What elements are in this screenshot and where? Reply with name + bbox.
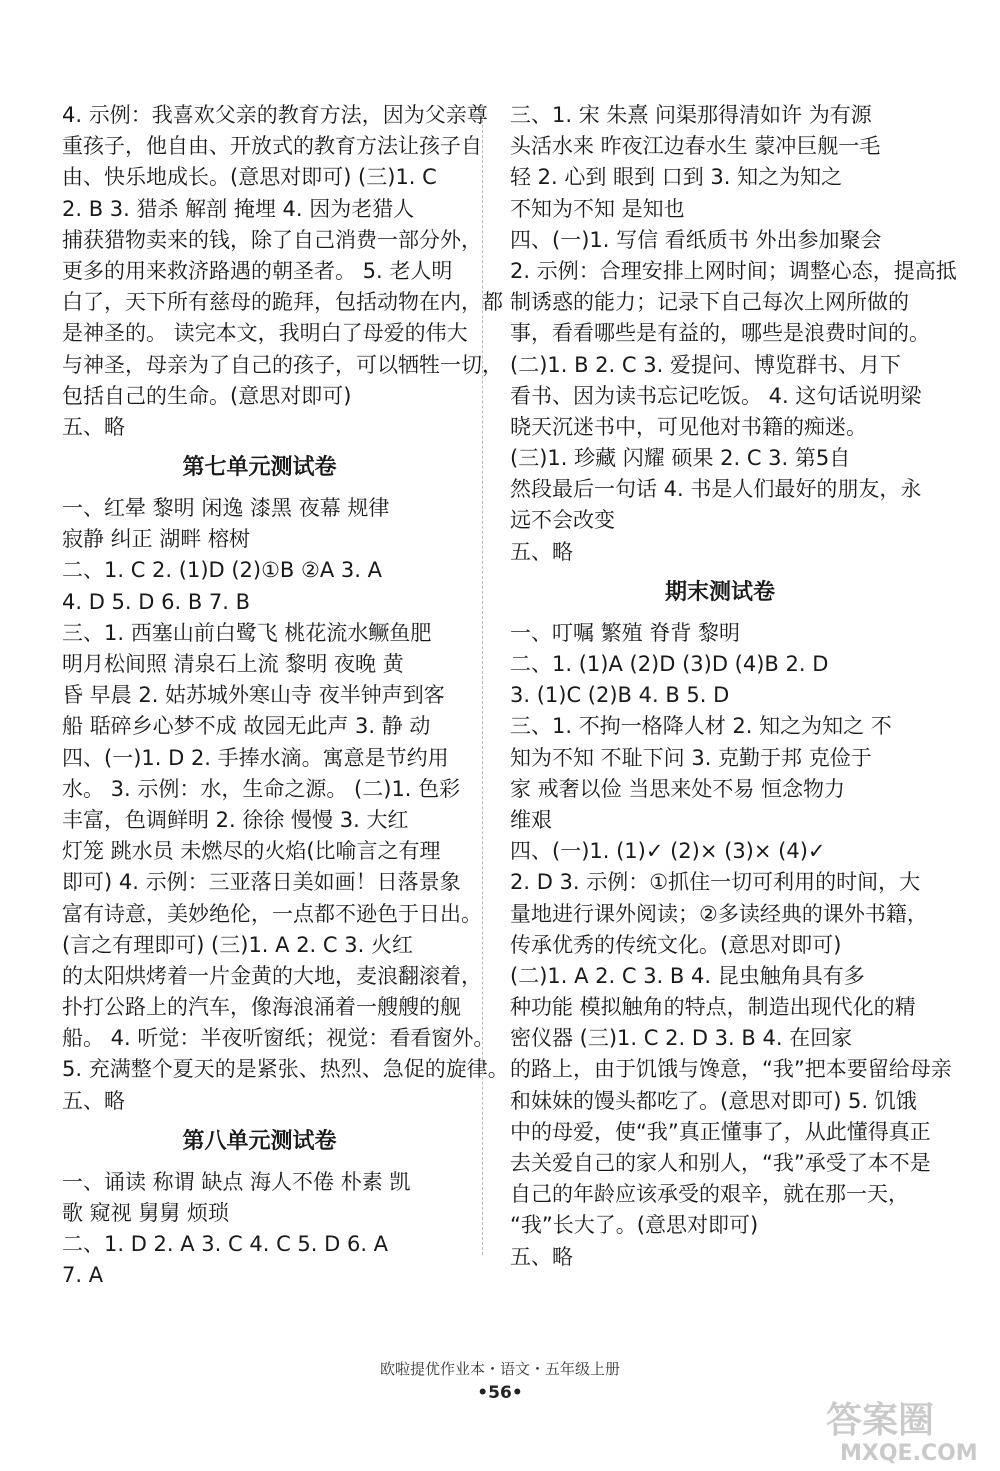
- left-text-line: 7. A: [62, 1263, 104, 1288]
- right-text-line: 二、1. (1)A (2)D (3)D (4)B 2. D: [510, 652, 829, 676]
- left-text-line: 即可) 4. 示例：三亚落日美如画！日落景象: [62, 870, 461, 895]
- left-text-line: 重孩子，他自由、开放式的教育方法让孩子自: [62, 134, 482, 159]
- right-text-line: 家 戒奢以俭 当思来处不易 恒念物力: [510, 776, 846, 801]
- right-text-line: 传承优秀的传统文化。(意思对即可): [510, 932, 842, 957]
- left-text-line: 更多的用来救济路遇的朝圣者。 5. 老人明: [62, 258, 453, 283]
- right-text-line: 3. (1)C (2)B 4. B 5. D: [510, 683, 730, 708]
- right-text-line: (三)1. 珍藏 闪耀 硕果 2. C 3. 第5自: [510, 446, 851, 471]
- right-text-line: 密仪器 (三)1. C 2. D 3. B 4. 在回家: [510, 1026, 853, 1051]
- left-text-line: 与神圣，母亲为了自己的孩子，可以牺牲一切，: [62, 352, 503, 377]
- left-text-line: 一、红晕 黎明 闲逸 漆黑 夜幕 规律: [62, 496, 390, 521]
- left-section-heading: 第八单元测试卷: [182, 1128, 337, 1154]
- right-text-line: 维艰: [510, 807, 552, 832]
- left-section-heading: 第七单元测试卷: [182, 455, 337, 481]
- right-text-line: 晓天沉迷书中，可见他对书籍的痴迷。: [510, 414, 867, 439]
- left-text-line: 四、(一)1. D 2. 手捧水滴。寓意是节约用: [62, 745, 449, 770]
- right-text-line: 三、1. 不拘一格降人材 2. 知之为知之 不: [510, 714, 892, 739]
- right-text-line: 一、叮嘱 繁殖 脊背 黎明: [510, 620, 741, 645]
- left-column: [62, 100, 509, 1292]
- left-text-line: 是神圣的。 读完本文，我明白了母爱的伟大: [62, 321, 468, 346]
- right-text-line: 中的母爱，使“我”真正懂事了，从此懂得真正: [510, 1119, 931, 1144]
- left-text-line: 昏 早晨 2. 姑苏城外寒山寺 夜半钟声到客: [62, 683, 445, 708]
- right-text-line: 五、略: [510, 539, 573, 564]
- left-text-line: 五、略: [62, 414, 125, 439]
- right-text-line: (二)1. B 2. C 3. 爱提问、博览群书、月下: [510, 352, 901, 377]
- left-text-line: 一、诵读 称谓 缺点 海人不倦 朴素 凯: [62, 1169, 411, 1194]
- right-text-line: 三、1. 宋 朱熹 问渠那得清如许 为有源: [510, 103, 872, 127]
- left-text-line: (言之有理即可) (三)1. A 2. C 3. 火红: [62, 932, 413, 957]
- left-text-line: 灯笼 跳水员 未燃尽的火焰(比喻言之有理: [62, 839, 441, 864]
- left-text-line: 4. 示例：我喜欢父亲的教育方法，因为父亲尊: [62, 103, 488, 127]
- right-text-line: 的路上，由于饥饿与馋意，“我”把本要留给母亲: [510, 1057, 952, 1082]
- left-text-line: 船。 4. 听觉：半夜听窗纸；视觉：看看窗外。: [62, 1026, 495, 1051]
- right-text-line: 四、(一)1. (1)✓ (2)× (3)× (4)✓: [510, 839, 826, 864]
- right-text-line: 种功能 模拟触角的特点，制造出现代化的精: [510, 995, 916, 1020]
- right-text-line: 然段最后一句话 4. 书是人们最好的朋友，永: [510, 477, 922, 502]
- right-text-line: 和妹妹的馒头都吃了。(意思对即可) 5. 饥饿: [510, 1088, 917, 1113]
- right-text-line: 不知为不知 是知也: [510, 196, 685, 221]
- left-text-line: 由、快乐地成长。(意思对即可) (三)1. C: [62, 165, 437, 190]
- left-text-line: 三、1. 西塞山前白鹭飞 桃花流水鳜鱼肥: [62, 620, 432, 645]
- right-text-line: 知为不知 不耻下问 3. 克勤于邦 克俭于: [510, 745, 872, 770]
- right-text-line: “我”长大了。(意思对即可): [510, 1213, 759, 1238]
- right-text-line: 看书、因为读书忘记吃饭。 4. 这句话说明梁: [510, 383, 922, 408]
- left-text-line: 二、1. D 2. A 3. C 4. C 5. D 6. A: [62, 1232, 389, 1257]
- left-text-line: 捕获猎物卖来的钱，除了自己消费一部分外，: [62, 227, 482, 252]
- left-text-line: 水。 3. 示例：水，生命之源。 (二)1. 色彩: [62, 776, 461, 801]
- left-text-line: 歌 窥视 舅舅 烦琐: [62, 1201, 230, 1225]
- left-text-line: 5. 充满整个夏天的是紧张、热烈、急促的旋律。: [62, 1057, 509, 1082]
- right-text-line: 2. D 3. 示例：①抓住一切可利用的时间，大: [510, 870, 921, 895]
- right-text-line: 去关爱自己的家人和别人，“我”承受了本不是: [510, 1151, 931, 1175]
- right-text-line: 事，看看哪些是有益的，哪些是浪费时间的。: [510, 321, 930, 346]
- right-text-line: 量地进行课外阅读；②多读经典的课外书籍，: [510, 901, 928, 926]
- right-text-line: 远不会改变: [510, 508, 615, 533]
- right-text-line: 轻 2. 心到 眼到 口到 3. 知之为知之: [510, 165, 843, 190]
- right-text-line: (二)1. A 2. C 3. B 4. 昆虫触角具有多: [510, 963, 865, 988]
- right-section-heading: 期末测试卷: [664, 579, 775, 605]
- left-text-line: 富有诗意，美妙绝伦，一点都不逊色于日出。: [62, 901, 482, 926]
- left-text-line: 五、略: [62, 1088, 125, 1113]
- right-text-line: 自己的年龄应该承受的艰辛，就在那一天，: [510, 1182, 909, 1207]
- left-text-line: 的太阳烘烤着一片金黄的大地，麦浪翻滚着，: [62, 963, 482, 988]
- left-text-line: 扑打公路上的汽车，像海浪涌着一艘艘的舰: [62, 995, 461, 1020]
- watermark-text: 答案圈: [826, 1400, 935, 1441]
- right-column: [510, 100, 957, 1273]
- footer-book-title: 欧啦提优作业本・语文・五年级上册: [379, 1360, 620, 1378]
- watermark-logo: [820, 1390, 995, 1466]
- watermark-domain: MXQE.COM: [840, 1441, 978, 1466]
- right-text-line: 五、略: [510, 1244, 573, 1269]
- left-text-line: 明月松间照 清泉石上流 黎明 夜晚 黄: [62, 652, 404, 676]
- left-text-line: 包括自己的生命。(意思对即可): [62, 383, 352, 408]
- left-text-line: 4. D 5. D 6. B 7. B: [62, 589, 251, 614]
- right-text-line: 制诱惑的能力；记录下自己每次上网所做的: [510, 290, 909, 315]
- left-text-line: 船 聒碎乡心梦不成 故园无此声 3. 静 动: [62, 714, 431, 739]
- right-text-line: 四、(一)1. 写信 看纸质书 外出参加聚会: [510, 227, 882, 252]
- left-text-line: 丰富，色调鲜明 2. 徐徐 慢慢 3. 大红: [62, 807, 409, 832]
- right-text-line: 头活水来 昨夜江边春水生 蒙冲巨舰一毛: [510, 134, 881, 159]
- right-text-line: 2. 示例：合理安排上网时间；调整心态，提高抵: [510, 258, 957, 283]
- left-text-line: 二、1. C 2. (1)D (2)①B ②A 3. A: [62, 558, 382, 583]
- left-text-line: 白了，天下所有慈母的跪拜，包括动物在内，都: [62, 290, 503, 315]
- left-text-line: 2. B 3. 猎杀 解剖 掩埋 4. 因为老猎人: [62, 196, 415, 221]
- left-text-line: 寂静 纠正 湖畔 榕树: [62, 527, 251, 552]
- page-number: •56•: [477, 1383, 523, 1403]
- column-divider: [482, 105, 483, 1255]
